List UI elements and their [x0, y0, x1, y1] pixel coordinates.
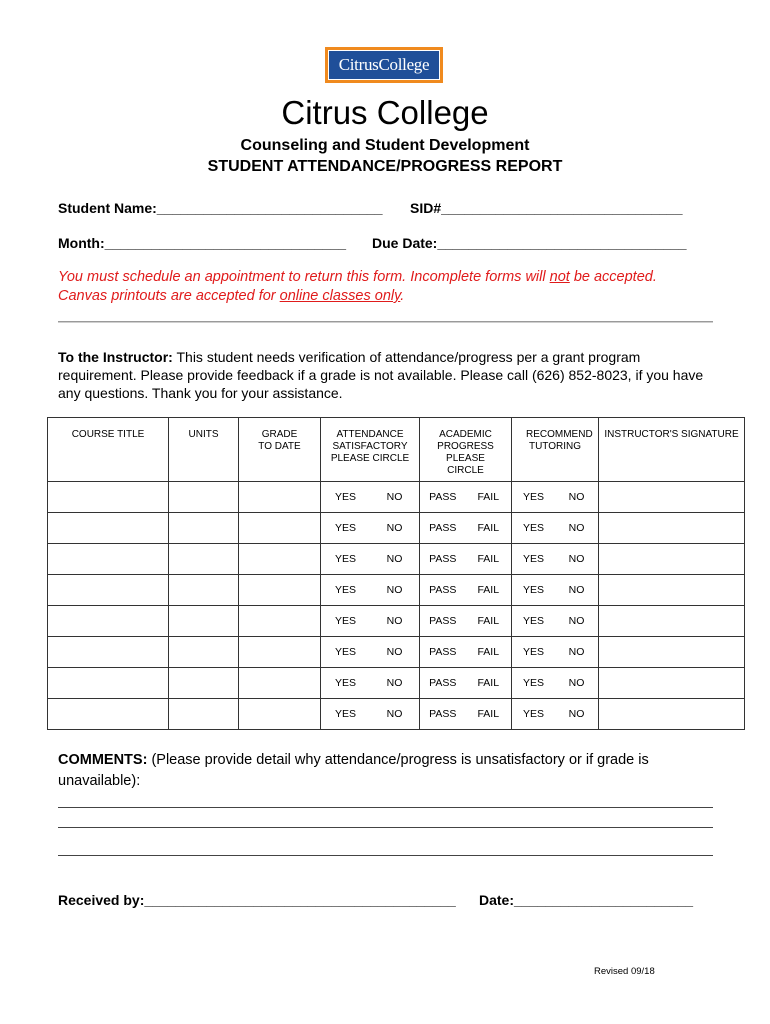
signature-cell[interactable] — [599, 482, 745, 513]
header-signature: INSTRUCTOR'S SIGNATURE — [599, 418, 745, 482]
academic-cell — [420, 544, 512, 575]
tutoring-option-a[interactable]: YES — [522, 553, 544, 565]
received-date-label: Date: — [479, 892, 515, 908]
academic-cell — [420, 482, 512, 513]
table-row — [48, 575, 745, 606]
grade-cell[interactable] — [239, 544, 321, 575]
received-date-blank[interactable]: _______________________ — [514, 892, 694, 908]
received-by-field[interactable] — [58, 892, 456, 908]
tutoring-option-a[interactable]: YES — [522, 708, 544, 720]
attendance-option-a[interactable]: YES — [334, 677, 356, 689]
academic-option-a[interactable]: PASS — [429, 615, 457, 627]
academic-option-a[interactable]: PASS — [429, 491, 457, 503]
table-row — [48, 606, 745, 637]
table-row — [48, 668, 745, 699]
instructor-label: To the Instructor: — [58, 349, 173, 365]
warning-part4: . — [400, 288, 405, 304]
due-date-field[interactable] — [372, 235, 687, 251]
table-header-row — [48, 418, 745, 482]
logo-text: CitrusCollege — [328, 50, 440, 80]
attendance-option-b[interactable]: NO — [386, 615, 403, 627]
attendance-cell — [321, 699, 420, 730]
citrus-college-logo — [325, 47, 443, 83]
tutoring-option-b[interactable]: NO — [568, 553, 585, 565]
academic-option-b[interactable]: FAIL — [477, 522, 500, 534]
divider — [58, 321, 713, 323]
attendance-cell — [321, 513, 420, 544]
revision-note: Revised 09/18 — [594, 966, 655, 977]
table-row — [48, 513, 745, 544]
received-by-label: Received by: — [58, 892, 145, 908]
table-row — [48, 637, 745, 668]
course-cell[interactable] — [48, 668, 169, 699]
page-title: Citrus College — [281, 94, 489, 131]
attendance-option-b[interactable]: NO — [386, 522, 403, 534]
tutoring-cell — [512, 575, 599, 606]
tutoring-cell — [512, 668, 599, 699]
signature-cell[interactable] — [599, 699, 745, 730]
comments-text: (Please provide detail why attendance/progress is unsatisfactory or if grade is unavailable): — [58, 752, 649, 789]
academic-option-a[interactable]: PASS — [429, 522, 457, 534]
tutoring-option-b[interactable]: NO — [568, 584, 585, 596]
academic-option-b[interactable]: FAIL — [477, 708, 500, 720]
header-academic: ACADEMIC PROGRESS PLEASE CIRCLE — [420, 418, 512, 482]
academic-cell — [420, 637, 512, 668]
academic-option-b[interactable]: FAIL — [477, 615, 500, 627]
due-date-blank[interactable]: ________________________________ — [437, 235, 687, 251]
signature-cell[interactable] — [599, 544, 745, 575]
academic-option-b[interactable]: FAIL — [477, 553, 500, 565]
table-row — [48, 482, 745, 513]
attendance-option-a[interactable]: YES — [334, 553, 356, 565]
report-title: STUDENT ATTENDANCE/PROGRESS REPORT — [207, 158, 563, 175]
attendance-option-a[interactable]: YES — [334, 522, 356, 534]
signature-cell[interactable] — [599, 637, 745, 668]
instructor-note — [58, 348, 718, 402]
tutoring-option-b[interactable]: NO — [568, 646, 585, 658]
student-name-label: Student Name: — [58, 200, 157, 216]
units-cell[interactable] — [169, 544, 239, 575]
month-blank[interactable]: _______________________________ — [104, 235, 347, 251]
units-cell[interactable] — [169, 513, 239, 544]
attendance-cell — [321, 575, 420, 606]
warning-notice — [58, 268, 718, 306]
attendance-option-b[interactable]: NO — [386, 553, 403, 565]
academic-option-b[interactable]: FAIL — [477, 646, 500, 658]
signature-cell[interactable] — [599, 575, 745, 606]
units-cell[interactable] — [169, 637, 239, 668]
comment-line[interactable] — [58, 827, 713, 828]
tutoring-option-b[interactable]: NO — [568, 522, 585, 534]
tutoring-cell — [512, 544, 599, 575]
student-name-field[interactable] — [58, 200, 383, 216]
tutoring-cell — [512, 513, 599, 544]
comments-label: COMMENTS: — [58, 752, 148, 768]
attendance-cell — [321, 482, 420, 513]
academic-option-b[interactable]: FAIL — [477, 677, 500, 689]
tutoring-cell — [512, 482, 599, 513]
tutoring-option-a[interactable]: YES — [522, 646, 544, 658]
warning-not: not — [549, 269, 570, 285]
academic-cell — [420, 513, 512, 544]
attendance-option-a[interactable]: YES — [334, 615, 356, 627]
tutoring-cell — [512, 606, 599, 637]
tutoring-option-a[interactable]: YES — [522, 677, 544, 689]
tutoring-option-a[interactable]: YES — [522, 615, 544, 627]
academic-option-b[interactable]: FAIL — [477, 584, 500, 596]
comment-line[interactable] — [58, 855, 713, 856]
academic-cell — [420, 699, 512, 730]
header-units: UNITS — [169, 418, 239, 482]
table-row — [48, 699, 745, 730]
academic-cell — [420, 575, 512, 606]
tutoring-cell — [512, 699, 599, 730]
grade-cell[interactable] — [239, 575, 321, 606]
received-date-field[interactable] — [479, 892, 693, 908]
attendance-option-a[interactable]: YES — [334, 708, 356, 720]
attendance-option-a[interactable]: YES — [334, 584, 356, 596]
received-by-blank[interactable]: ________________________________________ — [144, 892, 456, 908]
tutoring-option-a[interactable]: YES — [522, 584, 544, 596]
grade-cell[interactable] — [239, 606, 321, 637]
tutoring-option-a[interactable]: YES — [522, 522, 544, 534]
header-tutoring: RECOMMEND TUTORING — [512, 418, 599, 482]
course-cell[interactable] — [48, 699, 169, 730]
academic-cell — [420, 668, 512, 699]
comments-section — [58, 750, 718, 792]
course-cell[interactable] — [48, 606, 169, 637]
tutoring-cell — [512, 637, 599, 668]
warning-part2: be accepted. — [569, 269, 657, 285]
attendance-option-a[interactable]: YES — [334, 491, 356, 503]
academic-cell — [420, 606, 512, 637]
sid-blank[interactable]: _______________________________ — [441, 200, 683, 216]
comment-line[interactable] — [58, 807, 713, 808]
due-date-label: Due Date: — [372, 235, 438, 251]
signature-cell[interactable] — [599, 606, 745, 637]
sid-label: SID# — [410, 200, 442, 216]
academic-option-a[interactable]: PASS — [429, 708, 457, 720]
attendance-table — [47, 417, 745, 730]
grade-cell[interactable] — [239, 699, 321, 730]
sid-field[interactable] — [410, 200, 683, 216]
units-cell[interactable] — [169, 668, 239, 699]
warning-online: online classes only — [279, 288, 401, 304]
grade-cell[interactable] — [239, 637, 321, 668]
attendance-cell — [321, 668, 420, 699]
attendance-cell — [321, 606, 420, 637]
units-cell[interactable] — [169, 482, 239, 513]
signature-cell[interactable] — [599, 668, 745, 699]
month-label: Month: — [58, 235, 105, 251]
course-cell[interactable] — [48, 544, 169, 575]
tutoring-option-b[interactable]: NO — [568, 491, 585, 503]
attendance-option-b[interactable]: NO — [386, 646, 403, 658]
grade-cell[interactable] — [239, 668, 321, 699]
tutoring-option-b[interactable]: NO — [568, 615, 585, 627]
units-cell[interactable] — [169, 575, 239, 606]
academic-option-b[interactable]: FAIL — [477, 491, 500, 503]
academic-option-a[interactable]: PASS — [429, 677, 457, 689]
course-cell[interactable] — [48, 513, 169, 544]
units-cell[interactable] — [169, 699, 239, 730]
student-name-blank[interactable]: _____________________________ — [156, 200, 383, 216]
month-field[interactable] — [58, 235, 346, 251]
grade-cell[interactable] — [239, 482, 321, 513]
course-cell[interactable] — [48, 637, 169, 668]
department-subtitle: Counseling and Student Development — [240, 137, 530, 154]
header-course-title: COURSE TITLE — [48, 418, 169, 482]
tutoring-option-b[interactable]: NO — [568, 677, 585, 689]
instructor-text: This student needs verification of attendance/progress per a grant program requirement. Please provide feedback if a grade is not available. Please call (626) 852-8023, if you have any questions. Thank you for your assistance. — [58, 349, 704, 401]
header-attendance: ATTENDANCE SATISFACTORY PLEASE CIRCLE — [321, 418, 420, 482]
attendance-option-b[interactable]: NO — [386, 584, 403, 596]
academic-option-a[interactable]: PASS — [429, 646, 457, 658]
attendance-option-b[interactable]: NO — [386, 708, 403, 720]
attendance-option-b[interactable]: NO — [386, 491, 403, 503]
table-row — [48, 544, 745, 575]
warning-part1: You must schedule an appointment to return this form. Incomplete forms will — [58, 269, 550, 285]
attendance-cell — [321, 637, 420, 668]
attendance-option-b[interactable]: NO — [386, 677, 403, 689]
warning-part3: Canvas printouts are accepted for — [58, 288, 280, 304]
attendance-cell — [321, 544, 420, 575]
course-cell[interactable] — [48, 575, 169, 606]
header-grade: GRADE TO DATE — [239, 418, 321, 482]
signature-cell[interactable] — [599, 513, 745, 544]
course-cell[interactable] — [48, 482, 169, 513]
academic-option-a[interactable]: PASS — [429, 553, 457, 565]
tutoring-option-a[interactable]: YES — [522, 491, 544, 503]
units-cell[interactable] — [169, 606, 239, 637]
grade-cell[interactable] — [239, 513, 321, 544]
tutoring-option-b[interactable]: NO — [568, 708, 585, 720]
academic-option-a[interactable]: PASS — [429, 584, 457, 596]
attendance-option-a[interactable]: YES — [334, 646, 356, 658]
